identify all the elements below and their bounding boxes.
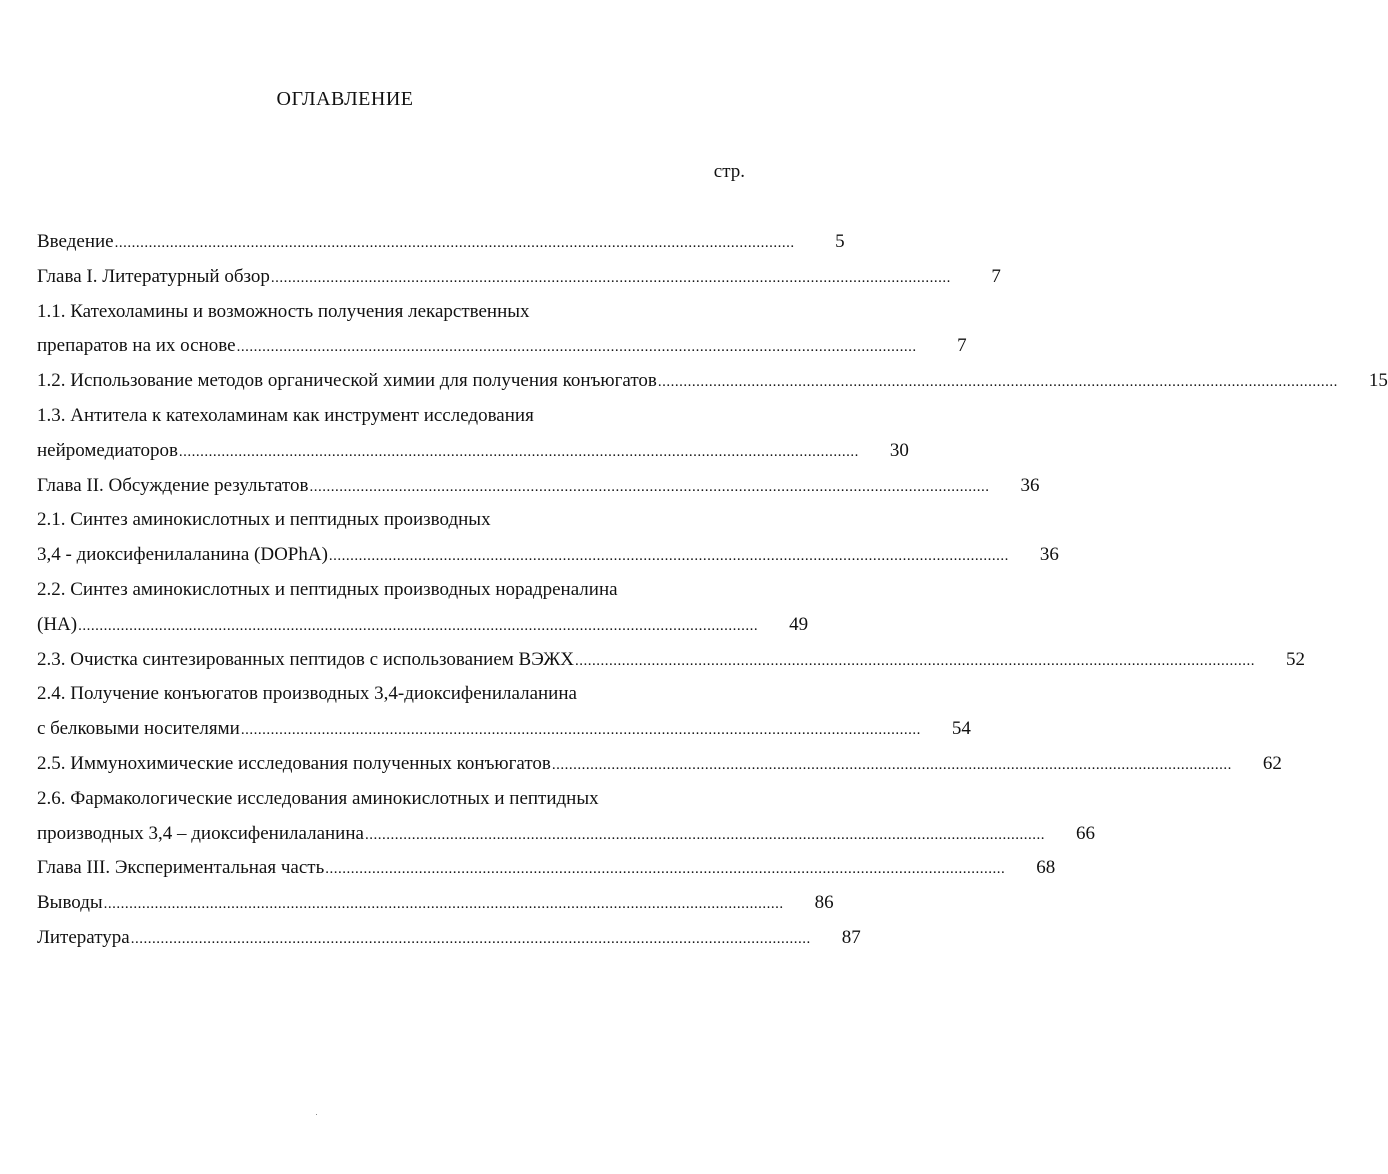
- toc-page-number: 15: [1368, 370, 1388, 392]
- toc-line: [37, 437, 909, 472]
- toc-entry-title: 1.3. Антитела к катехоламинам как инструмент исследования: [37, 404, 534, 426]
- toc-page-number: 30: [889, 439, 909, 461]
- toc-page-number: 87: [841, 926, 861, 948]
- toc-entry: [37, 367, 1388, 402]
- toc-entry-title: Литература: [37, 926, 130, 948]
- toc-page-number: 52: [1286, 648, 1306, 670]
- toc-page-number: 36: [1020, 474, 1040, 496]
- toc-entry-title: 1.1. Катехоламины и возможность получения лекарственных: [37, 300, 530, 322]
- toc-page-number: 7: [991, 265, 1001, 287]
- scan-speck: [316, 1114, 317, 1115]
- toc-entry-title: 3,4 - диоксифенилаланина (DOPhA): [37, 544, 328, 566]
- toc-line: [37, 472, 1040, 507]
- toc-entry-title: 2.1. Синтез аминокислотных и пептидных производных: [37, 509, 491, 531]
- toc-line: [37, 402, 742, 437]
- toc-line: [37, 228, 845, 263]
- dot-leader: ................................................................................................................................................................: [364, 826, 1045, 843]
- dot-leader: ................................................................................................................................................................: [240, 722, 921, 739]
- toc-line: [37, 263, 1001, 298]
- toc-page-number: 7: [957, 335, 967, 357]
- toc-line: [37, 785, 742, 820]
- dot-leader: ................................................................................................................................................................: [270, 269, 951, 286]
- dot-leader: ................................................................................................................................................................: [551, 756, 1232, 773]
- toc-entry-title: 1.2. Использование методов органической химии для получения конъюгатов: [37, 370, 657, 392]
- toc-entry: [37, 263, 1001, 298]
- toc-entry: [37, 298, 967, 368]
- dot-leader: ................................................................................................................................................................: [309, 478, 990, 495]
- toc-entry-title: с белковыми носителями: [37, 718, 240, 740]
- toc-page-number: 36: [1039, 544, 1059, 566]
- toc-entry-title: Глава I. Литературный обзор: [37, 265, 270, 287]
- dot-leader: ................................................................................................................................................................: [178, 443, 859, 460]
- toc-line: [37, 680, 742, 715]
- toc-entry-title: Глава III. Экспериментальная часть: [37, 857, 325, 879]
- toc-line: [37, 298, 742, 333]
- toc-line: [37, 576, 742, 611]
- toc-entry: [37, 506, 1059, 576]
- toc-page-number: 54: [951, 718, 971, 740]
- toc-entry: [37, 924, 861, 959]
- toc-entry: [37, 785, 1095, 855]
- toc-entry: [37, 750, 1282, 785]
- toc-entry: [37, 472, 1040, 507]
- toc-entry: [37, 854, 1056, 889]
- dot-leader: ................................................................................................................................................................: [575, 652, 1256, 669]
- toc-page-number: 5: [835, 231, 845, 252]
- toc-line: [37, 541, 1059, 576]
- toc-line: [37, 611, 809, 646]
- dot-leader: ................................................................................................................................................................: [78, 617, 759, 634]
- toc-line: [37, 820, 1095, 855]
- toc-page-number: 49: [789, 613, 809, 635]
- toc-entry: [37, 889, 834, 924]
- dot-leader: ................................................................................................................................................................: [103, 896, 784, 913]
- toc-line: [37, 506, 742, 541]
- dot-leader: ................................................................................................................................................................: [325, 861, 1006, 878]
- toc-line: [37, 750, 1282, 785]
- toc-line: [37, 924, 861, 959]
- page-title: ОГЛАВЛЕНИЕ: [276, 88, 414, 110]
- toc-entry-title: (НА): [37, 613, 78, 635]
- toc-entry-title: 2.3. Очистка синтезированных пептидов с использованием ВЭЖХ: [37, 648, 575, 670]
- toc-entry: [37, 402, 909, 472]
- dot-leader: ................................................................................................................................................................: [328, 548, 1009, 565]
- toc-entry-title: 2.5. Иммунохимические исследования полученных конъюгатов: [37, 752, 551, 774]
- toc-page-number: 68: [1036, 857, 1056, 879]
- toc-entry: [37, 646, 1306, 681]
- page-column-label: стр.: [713, 161, 745, 182]
- toc-page-number: 62: [1262, 752, 1282, 774]
- toc-entry-title: 2.6. Фармакологические исследования аминокислотных и пептидных: [37, 787, 599, 809]
- toc-entry: [37, 576, 809, 646]
- dot-leader: ................................................................................................................................................................: [236, 339, 917, 356]
- toc-entry: [37, 228, 845, 263]
- toc-line: [37, 854, 1056, 889]
- table-of-contents: [37, 228, 1388, 959]
- toc-line: [37, 646, 1306, 681]
- toc-entry-title: 2.2. Синтез аминокислотных и пептидных производных норадреналина: [37, 578, 618, 600]
- toc-page-number: 86: [814, 892, 834, 914]
- toc-entry: [37, 680, 971, 750]
- toc-entry-title: производных 3,4 – диоксифенилаланина: [37, 822, 364, 844]
- toc-entry-title: Выводы: [37, 892, 103, 914]
- dot-leader: ................................................................................................................................................................: [114, 235, 795, 251]
- toc-entry-title: нейромедиаторов: [37, 439, 178, 461]
- toc-line: [37, 715, 971, 750]
- toc-entry-title: Введение: [37, 231, 114, 252]
- toc-entry-title: препаратов на их основе: [37, 335, 236, 357]
- toc-line: [37, 332, 967, 367]
- toc-line: [37, 889, 834, 924]
- dot-leader: ................................................................................................................................................................: [130, 930, 811, 947]
- toc-entry-title: 2.4. Получение конъюгатов производных 3,4-диоксифенилаланина: [37, 683, 577, 705]
- toc-page-number: 66: [1075, 822, 1095, 844]
- toc-line: [37, 367, 1388, 402]
- dot-leader: ................................................................................................................................................................: [657, 374, 1338, 391]
- toc-entry-title: Глава II. Обсуждение результатов: [37, 474, 309, 496]
